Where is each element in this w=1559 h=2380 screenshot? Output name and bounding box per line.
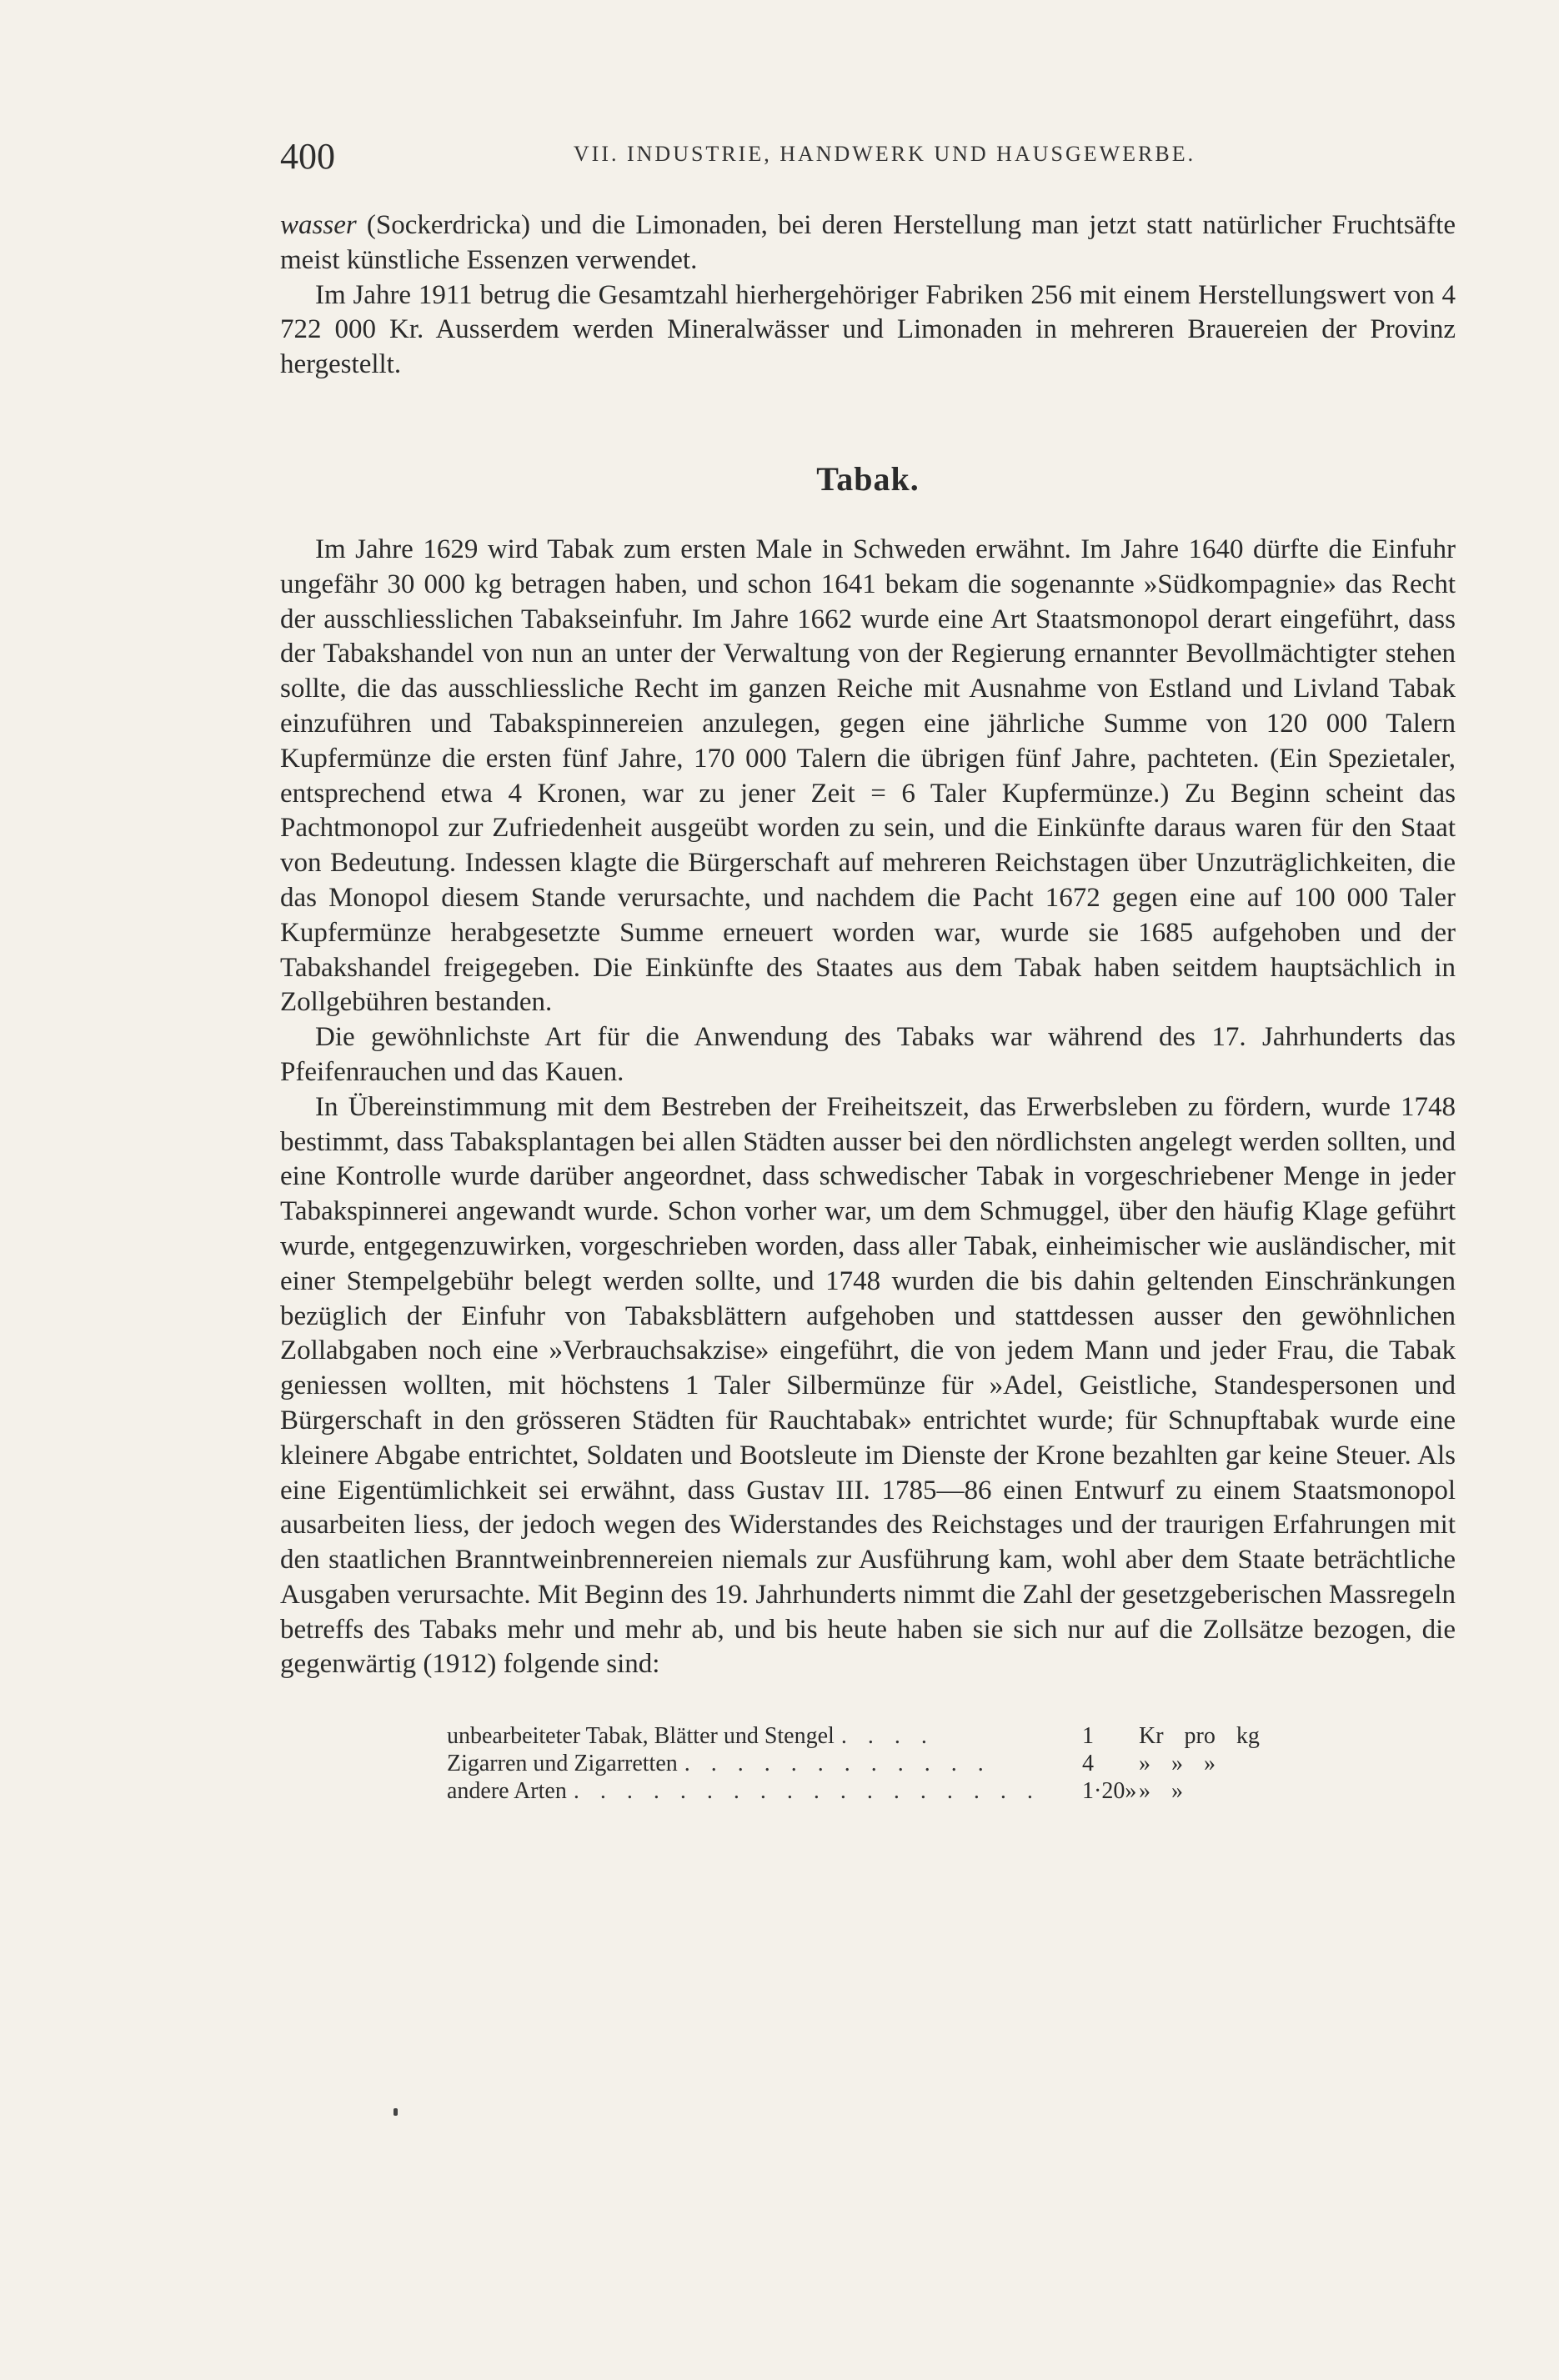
tariff-row [447, 1750, 1289, 1777]
leader-dots: . . . . . . . . . . . . . . . . . . [573, 1778, 1040, 1805]
tariff-row [447, 1777, 1289, 1805]
running-title: VII. INDUSTRIE, HANDWERK UND HAUSGEWERBE. [573, 142, 1196, 166]
tariff-unit: » » [1139, 1778, 1183, 1805]
intro-italic-word: wasser [280, 210, 357, 240]
page-header [280, 133, 1456, 183]
tariff-unit: » » » [1139, 1751, 1216, 1777]
section-paragraph-3: In Übereinstimmung mit dem Bestreben der Freiheitszeit, das Erwerbsleben zu fördern, wurde 1748 bestimmt, dass Tabaksplantagen bei allen Städten ausser bei den nördlichsten angelegt werden sollten, und eine Kontrolle wurde darüber angeordnet, dass schwedischer Tabak in vorgeschriebener Menge in jeder Tabakspinnerei angewandt wurde. Schon vorher war, um dem Schmuggel, über den häufig Klage geführt wurde, entgegenzuwirken, vorgeschrieben worden, dass aller Tabak, einheimischer wie ausländischer, mit einer Stempelgebühr belegt werden sollte, und 1748 wurden die bis dahin geltenden Einschränkungen bezüglich der Einfuhr von Tabaksblättern aufgehoben und stattdessen ausser den gewöhnlichen Zollabgaben noch eine »Verbrauchsakzise» eingeführt, die von jedem Mann und jeder Frau, die Tabak geniessen wollten, mit höchstens 1 Taler Silbermünze für »Adel, Geistliche, Standespersonen und Bürgerschaft in den grösseren Städten für Rauchtabak» entrichtet wurde; für Schnupftabak wurde eine kleinere Abgabe entrichtet, Soldaten und Bootsleute im Dienste der Krone bezahlten gar keine Steuer. Als eine Eigentümlichkeit sei erwähnt, dass Gustav III. 1785—86 einen Entwurf zu einem Staatsmonopol ausarbeiten liess, der jedoch wegen des Widerstandes des Reichstages und der traurigen Erfahrungen mit den staatlichen Branntweinbrennereien niemals zur Ausführung kam, wohl aber dem Staate beträchtliche Ausgaben verursachte. Mit Beginn des 19. Jahrhunderts nimmt die Zahl der gesetzgeberischen Massregeln betreffs des Tabaks mehr und mehr ab, und bis heute haben sie sich nur auf die Zollsätze bezogen, die gegenwärtig (1912) folgende sind: [280, 1091, 1456, 1680]
intro-paragraph-2: Im Jahre 1911 betrug die Gesamtzahl hierhergehöriger Fabriken 256 mit einem Herstellungswert von 4 722 000 Kr. Ausserdem werden Mineralwässer und Limonaden in mehreren Brauereien der Provinz hergestellt. [280, 279, 1456, 380]
intro-paragraph-1 [280, 208, 1456, 278]
tariff-label: Zigarren und Zigarretten [447, 1751, 678, 1777]
intro-paragraph-1-text: (Sockerdricka) und die Limonaden, bei deren Herstellung man jetzt statt natürlicher Fruchtsäfte meist künstliche Essenzen verwendet. [280, 210, 1456, 275]
section-title: Tabak. [816, 459, 920, 498]
body-text [280, 208, 1456, 1682]
tariff-table [447, 1722, 1289, 1805]
leader-dots: . . . . [840, 1723, 935, 1750]
tariff-value: 1·20» [1082, 1778, 1137, 1805]
leader-dots: . . . . . . . . . . . . [684, 1751, 991, 1777]
section-paragraph-2: Die gewöhnlichste Art für die Anwendung des Tabaks war während des 17. Jahrhunderts das Pfeifenrauchen und das Kauen. [280, 1022, 1456, 1087]
tariff-unit: Kr pro kg [1139, 1723, 1260, 1750]
tariff-label: unbearbeiteter Tabak, Blätter und Stengel [447, 1723, 835, 1750]
tariff-value: 1 [1082, 1723, 1094, 1750]
ink-mark [394, 2108, 398, 2116]
page [280, 133, 1456, 1805]
section-paragraph-1: Im Jahre 1629 wird Tabak zum ersten Male in Schweden erwähnt. Im Jahre 1640 dürfte die Einfuhr ungefähr 30 000 kg betragen haben, und schon 1641 bekam die sogenannte »Südkompagnie» das Recht der ausschliesslichen Tabakseinfuhr. Im Jahre 1662 wurde eine Art Staatsmonopol derart eingeführt, dass der Tabakshandel von nun an unter der Verwaltung von der Regierung ernannter Bevollmächtigter stehen sollte, die das ausschliessliche Recht im ganzen Reiche mit Ausnahme von Estland und Livland Tabak einzuführen und Tabakspinnereien anzulegen, gegen eine jährliche Summe von 120 000 Talern Kupfermünze die ersten fünf Jahre, 170 000 Talern die übrigen fünf Jahre, pachteten. (Ein Spezietaler, entsprechend etwa 4 Kronen, war zu jener Zeit = 6 Taler Kupfermünze.) Zu Beginn scheint das Pachtmonopol zur Zufriedenheit ausgeübt worden zu sein, und die Einkünfte daraus waren für den Staat von Bedeutung. Indessen klagte die Bürgerschaft auf mehreren Reichstagen über Unzuträglichkeiten, die das Monopol diesem Stande verursachte, und nachdem die Pacht 1672 gegen eine auf 100 000 Taler Kupfermünze herabgesetzte Summe erneuert worden war, wurde sie 1685 aufgehoben und der Tabakshandel freigegeben. Die Einkünfte des Staates aus dem Tabak haben seitdem hauptsächlich in Zollgebühren bestanden. [280, 534, 1456, 1018]
tariff-row [447, 1722, 1289, 1750]
page-number: 400 [280, 136, 335, 177]
tariff-label: andere Arten [447, 1778, 567, 1805]
tariff-value: 4 [1082, 1751, 1094, 1777]
